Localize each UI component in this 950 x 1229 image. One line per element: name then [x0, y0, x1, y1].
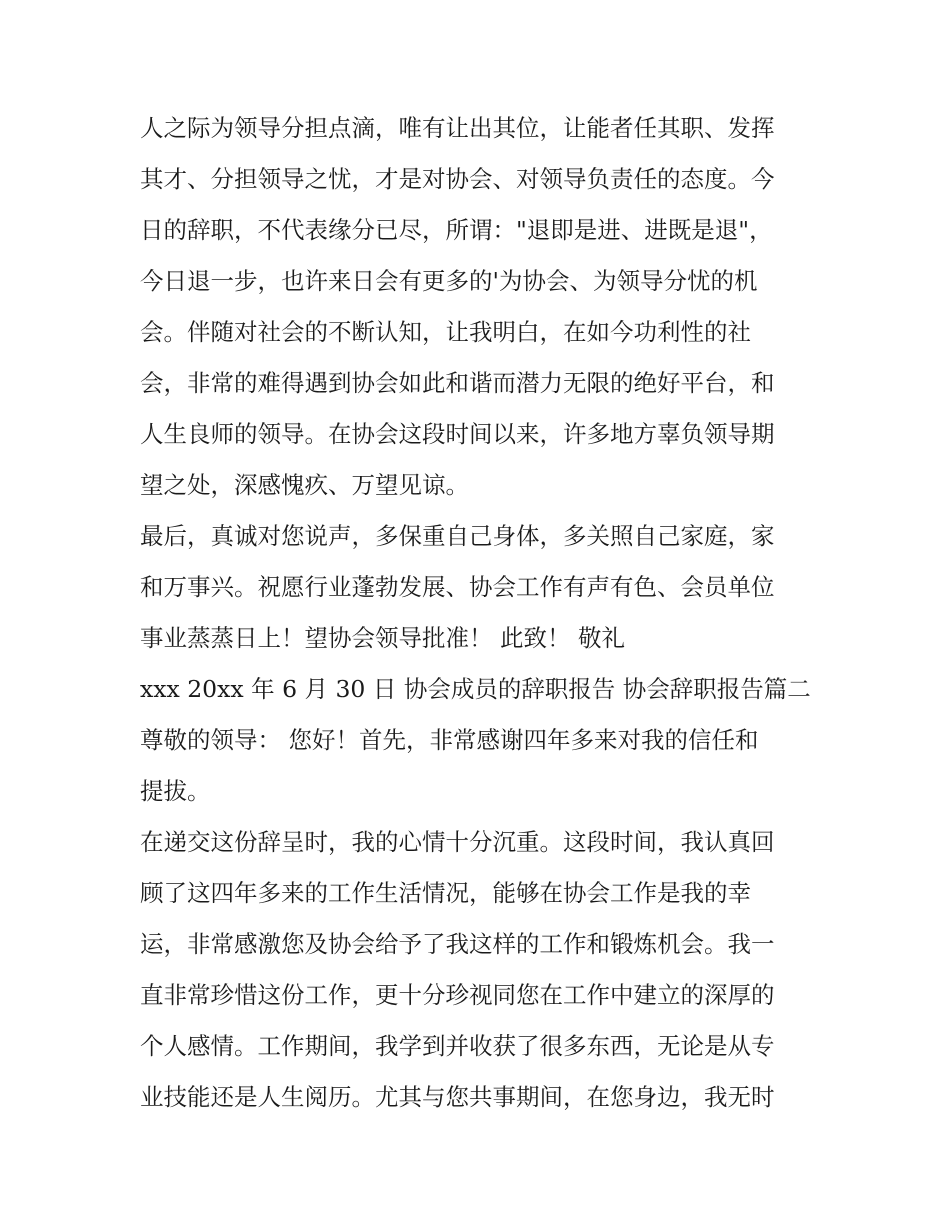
- text-line: 个人感情。工作期间，我学到并收获了很多东西，无论是从专: [140, 1032, 775, 1060]
- text-line: 顾了这四年多来的工作生活情况，能够在协会工作是我的幸: [140, 879, 751, 907]
- text-line: 会，非常的难得遇到协会如此和谐而潜力无限的绝好平台，和: [140, 369, 775, 397]
- text-line: 业技能还是人生阅历。尤其与您共事期间，在您身边，我无时: [140, 1083, 775, 1111]
- text-line: 提拔。: [140, 777, 211, 805]
- document-body: [140, 103, 820, 1123]
- text-line: 直非常珍惜这份工作，更十分珍视同您在工作中建立的深厚的: [140, 981, 775, 1009]
- text-line: 和万事兴。祝愿行业蓬勃发展、协会工作有声有色、会员单位: [140, 573, 775, 601]
- text-line: xxx 20xx 年 6 月 30 日 协会成员的辞职报告 协会辞职报告篇二: [140, 675, 811, 703]
- text-line: 会。伴随对社会的不断认知，让我明白，在如今功利性的社: [140, 318, 751, 346]
- text-line: 最后，真诚对您说声，多保重自己身体，多关照自己家庭，家: [140, 522, 775, 550]
- text-line: 运，非常感激您及协会给予了我这样的工作和锻炼机会。我一: [140, 930, 775, 958]
- text-line: 今日退一步，也许来日会有更多的'为协会、为领导分忧的机: [140, 267, 758, 295]
- text-line: 其才、分担领导之忧，才是对协会、对领导负责任的态度。今: [140, 165, 775, 193]
- text-line: 事业蒸蒸日上！望协会领导批准！ 此致！ 敬礼: [140, 624, 625, 652]
- text-line: 望之处，深感愧疚、万望见谅。: [140, 471, 469, 499]
- text-line: 人生良师的领导。在协会这段时间以来，许多地方辜负领导期: [140, 420, 775, 448]
- text-line: 尊敬的领导： 您好！首先，非常感谢四年多来对我的信任和: [140, 726, 759, 754]
- text-line: 在递交这份辞呈时，我的心情十分沉重。这段时间，我认真回: [140, 828, 775, 856]
- text-line: 人之际为领导分担点滴，唯有让出其位，让能者任其职、发挥: [140, 114, 775, 142]
- text-line: 日的辞职，不代表缘分已尽，所谓："退即是进、进既是退"，: [140, 216, 773, 244]
